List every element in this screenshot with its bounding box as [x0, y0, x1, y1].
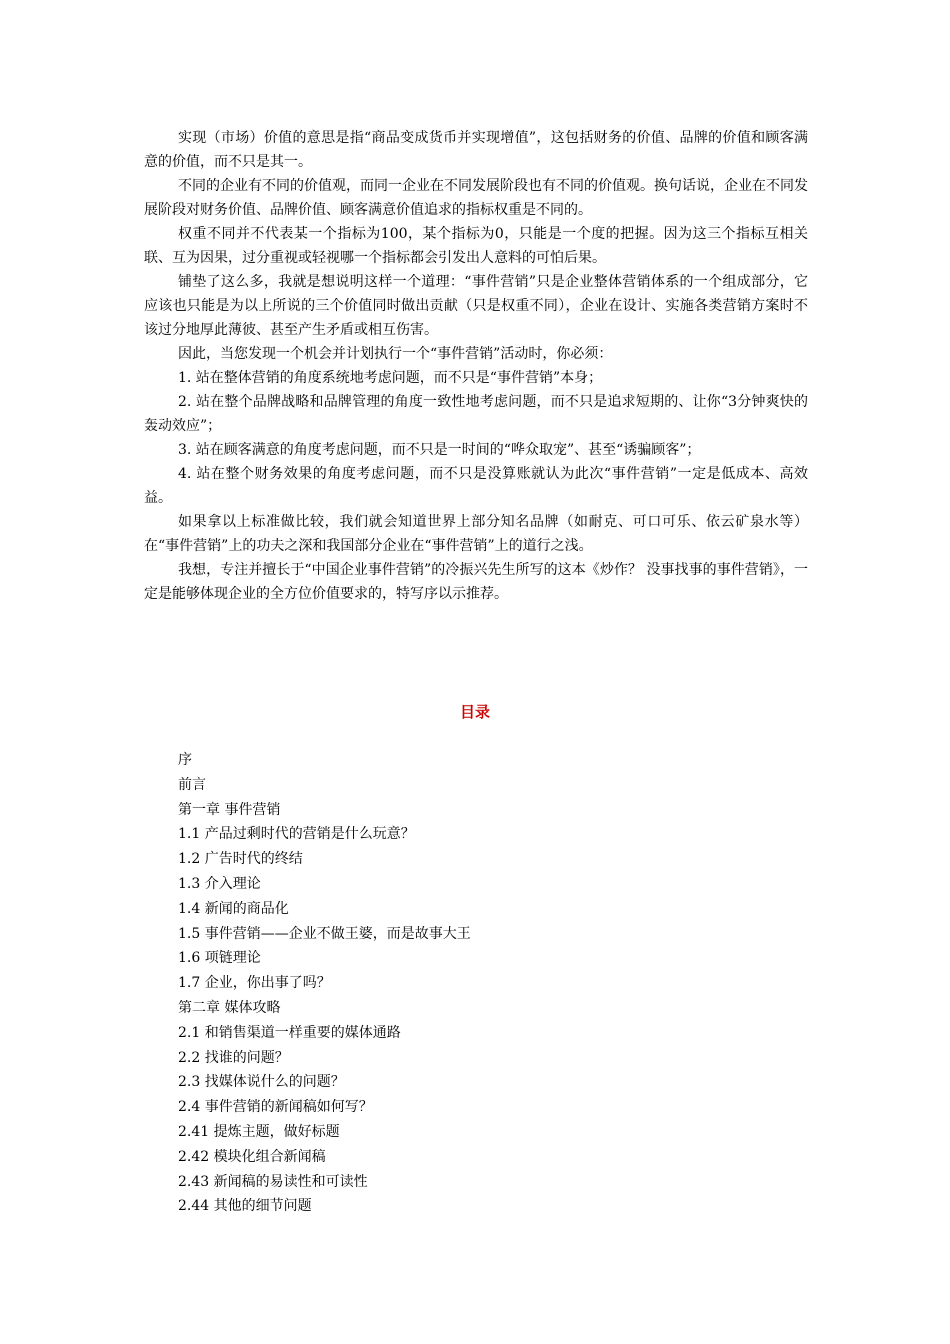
paragraph: 我想，专注并擅长于“中国企业事件营销”的冷振兴先生所写的这本《炒作？ 没事找事的事件营销》，一定是能够体现企业的全方位价值要求的，特写序以示推荐。	[144, 562, 808, 602]
toc-item: 1.1 产品过剩时代的营销是什么玩意？	[178, 826, 415, 843]
table-of-contents	[178, 748, 778, 1219]
paragraph: 因此，当您发现一个机会并计划执行一个“事件营销”活动时，你必须：	[178, 346, 613, 362]
paragraph: 实现（市场）价值的意思是指“商品变成货币并实现增值”，这包括财务的价值、品牌的价值和顾客满意的价值，而不只是其一。	[144, 130, 808, 170]
toc-item: 2.44 其他的细节问题	[178, 1198, 312, 1215]
list-item-paragraph: 4. 站在整个财务效果的角度考虑问题，而不只是没算账就认为此次“事件营销”一定是低成本、高效益。	[144, 466, 808, 506]
toc-item: 第一章 事件营销	[178, 801, 281, 818]
paragraph: 铺垫了这么多，我就是想说明这样一个道理：“事件营销”只是企业整体营销体系的一个组成部分，它应该也只能是为以上所说的三个价值同时做出贡献（只是权重不同），企业在设计、实施各类营销方案时不该过分地厚此薄彼、甚至产生矛盾或相互伤害。	[144, 274, 808, 338]
toc-item: 2.4 事件营销的新闻稿如何写？	[178, 1099, 373, 1116]
toc-item: 2.3 找媒体说什么的问题？	[178, 1074, 345, 1091]
toc-item: 前言	[178, 776, 206, 793]
preface-body	[144, 126, 808, 606]
toc-item: 1.7 企业，你出事了吗？	[178, 975, 331, 992]
toc-item: 2.43 新闻稿的易读性和可读性	[178, 1173, 368, 1190]
toc-item: 序	[178, 752, 192, 768]
toc-item: 2.2 找谁的问题？	[178, 1049, 289, 1066]
toc-item: 2.41 提炼主题，做好标题	[178, 1123, 340, 1140]
paragraph: 如果拿以上标准做比较，我们就会知道世界上部分知名品牌（如耐克、可口可乐、依云矿泉水等）在“事件营销”上的功夫之深和我国部分企业在“事件营销”上的道行之浅。	[144, 514, 808, 554]
toc-item: 1.4 新闻的商品化	[178, 900, 289, 917]
paragraph: 权重不同并不代表某一个指标为100，某个指标为0，只能是一个度的把握。因为这三个指标互相关联、互为因果，过分重视或轻视哪一个指标都会引发出人意料的可怕后果。	[144, 226, 808, 266]
toc-item: 1.6 项链理论	[178, 950, 261, 967]
list-item-paragraph: 2. 站在整个品牌战略和品牌管理的角度一致性地考虑问题，而不只是追求短期的、让你“3分钟爽快的轰动效应”；	[144, 394, 808, 434]
toc-item: 2.1 和销售渠道一样重要的媒体通路	[178, 1024, 401, 1041]
toc-title: 目录	[459, 703, 490, 721]
list-item-paragraph: 1. 站在整体营销的角度系统地考虑问题，而不只是“事件营销”本身；	[178, 370, 603, 386]
toc-item: 2.42 模块化组合新闻稿	[178, 1148, 326, 1165]
toc-item: 1.5 事件营销——企业不做王婆，而是故事大王	[178, 925, 471, 942]
toc-item: 1.2 广告时代的终结	[178, 851, 303, 868]
paragraph: 不同的企业有不同的价值观，而同一企业在不同发展阶段也有不同的价值观。换句话说，企业在不同发展阶段对财务价值、品牌价值、顾客满意价值追求的指标权重是不同的。	[144, 178, 808, 218]
toc-item: 1.3 介入理论	[178, 875, 261, 892]
toc-item: 第二章 媒体攻略	[178, 999, 281, 1016]
list-item-paragraph: 3. 站在顾客满意的角度考虑问题，而不只是一时间的“哗众取宠”、甚至“诱骗顾客”；	[178, 442, 701, 458]
